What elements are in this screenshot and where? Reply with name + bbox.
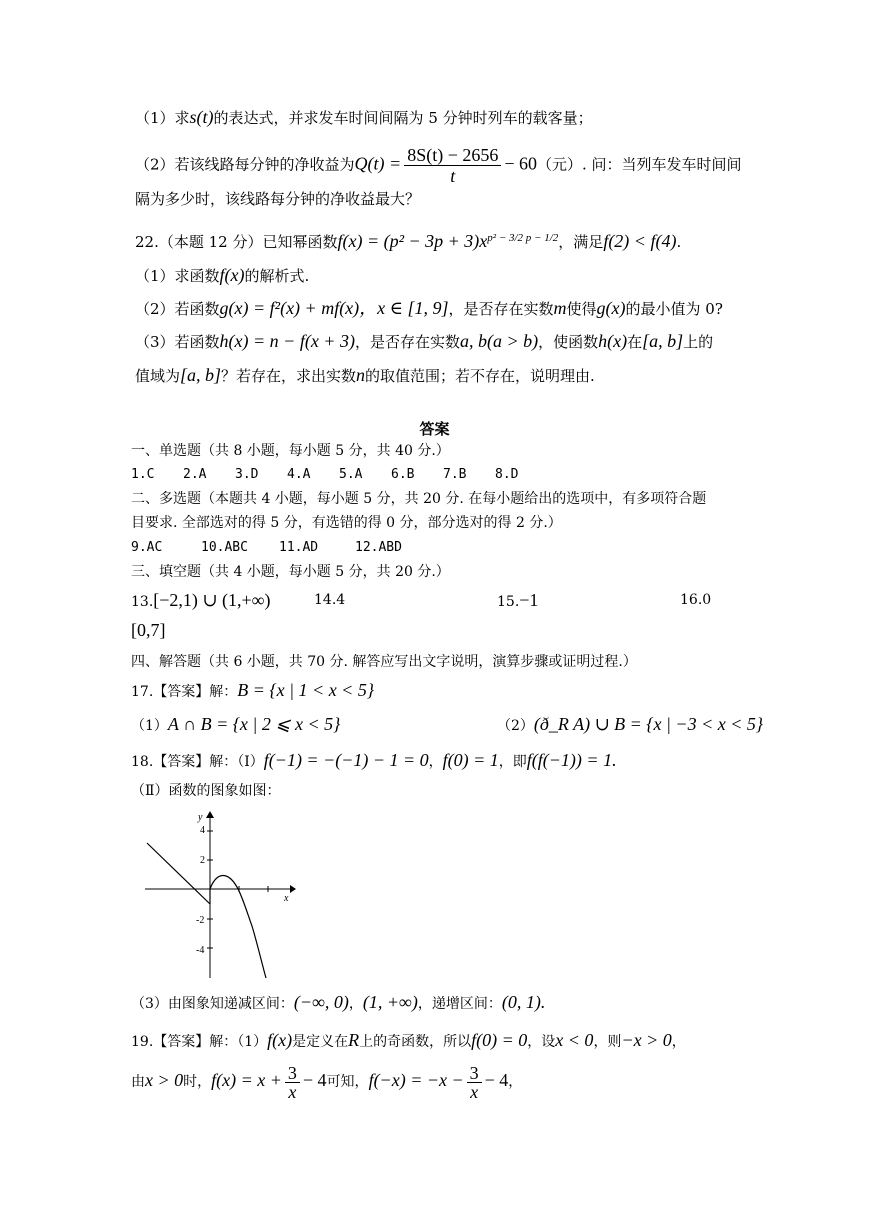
y-tick-label: 4 — [200, 825, 205, 836]
answer-item: 8.D — [495, 467, 519, 482]
a18-part2: （Ⅱ）函数的图象如图： — [131, 783, 281, 799]
y-axis-arrow — [206, 811, 214, 818]
y-tick-label: -2 — [196, 915, 205, 926]
function-graph — [140, 806, 300, 984]
q22-part3: （3）若函数h(x) = n − f(x + 3)，是否存在实数a, b(a > b)，使函数h(x)在[a, b]上的 — [135, 331, 714, 351]
answer-item: 9.AC — [131, 540, 163, 555]
sec3-a13: 13.[−2,1) ∪ (1,+∞) — [131, 590, 271, 610]
q22-part2: （2）若函数g(x) = f²(x) + mf(x)，x ∈ [1, 9]，是否存在实数m使得g(x)的最小值为 0? — [135, 298, 723, 318]
sec3-a15: 15.−1 — [497, 590, 539, 610]
fraction: $\frac{3}{x}$ — [467, 1064, 482, 1101]
graph-branch-right — [210, 876, 266, 978]
a17-part2: （2）(ð_R A) ∪ B = {x | −3 < x < 5} — [497, 714, 764, 734]
a18-line: 18.【答案】解：（Ⅰ）f(−1) = −(−1) − 1 = 0，f(0) = 1，即f(f(−1)) = 1. — [131, 750, 617, 770]
sec3-a14: 14.4 — [314, 592, 346, 608]
answer-item: 10.ABC — [201, 540, 248, 555]
fraction: $\frac{3}{x}$ — [285, 1064, 300, 1101]
q22-head: 22.（本题 12 分）已知幂函数$f(x) = (p^2 - 3p + 3)x^{p^2 - 3/2 p - 1/2}$，满足f(2) < f(4). — [135, 231, 682, 251]
answer-item: 1.C — [131, 467, 155, 482]
math-s-t: s(t) — [189, 107, 214, 127]
answer-item: 7.B — [443, 467, 467, 482]
sec3-a16: 16.0 — [680, 592, 712, 608]
a19-line2: 由x > 0时，f(x) = x + $\frac{3}{x}$ − 4可知，f(−x) = −x − $\frac{3}{x}$ − 4， — [131, 1062, 523, 1102]
answer-title: 答案 — [419, 420, 450, 438]
x-axis-label: x — [284, 893, 289, 904]
x-axis-arrow — [290, 885, 296, 893]
answer-item: 11.AD — [279, 540, 319, 555]
sec2-title-line1: 二、多选题（本题共 4 小题，每小题 5 分，共 20 分. 在每小题给出的选项中，有多项符合题 — [131, 491, 707, 507]
a19-line1: 19.【答案】解：（1）f(x)是定义在R上的奇函数，所以f(0) = 0，设x < 0，则−x > 0， — [131, 1030, 686, 1050]
y-tick-label: 2 — [200, 855, 205, 866]
q21-part1: （1）求s(t)的表达式，并求发车时间间隔为 5 分钟时列车的载客量； — [135, 107, 593, 127]
answer-item: 6.B — [391, 467, 415, 482]
q21-part2: （2）若该线路每分钟的净收益为Q(t) = $\frac{8S(t) - 2656}{t}$ − 60（元）. 问：当列车发车时间间 — [135, 145, 742, 186]
y-axis-label: y — [198, 812, 203, 823]
answer-item: 5.A — [339, 467, 363, 482]
y-tick-label: -4 — [196, 945, 205, 956]
sec2-title-line2: 目要求. 全部选对的得 5 分，有选错的得 0 分，部分选对的得 2 分.） — [131, 515, 562, 531]
sec2-answers — [131, 538, 425, 558]
a17-part1: （1）A ∩ B = {x | 2 ⩽ x < 5} — [131, 714, 341, 734]
graph-branch-left — [147, 843, 210, 904]
a18-part3: （3）由图象知递减区间：(−∞, 0)，(1, +∞)，递增区间：(0, 1). — [131, 992, 546, 1012]
sec1-answers — [131, 465, 547, 485]
answer-item: 2.A — [183, 467, 207, 482]
answer-item: 12.ABD — [355, 540, 402, 555]
answer-item: 4.A — [287, 467, 311, 482]
q22-part1: （1）求函数f(x)的解析式. — [135, 265, 310, 285]
sec3-title: 三、填空题（共 4 小题，每小题 5 分，共 20 分.） — [131, 564, 450, 580]
q21-part2-line2: 隔为多少时，该线路每分钟的净收益最大？ — [135, 190, 421, 208]
sec3-a16-cont: [0,7] — [131, 620, 166, 640]
fraction: $\frac{8S(t) - 2656}{t}$ — [404, 145, 501, 186]
answer-item: 3.D — [235, 467, 259, 482]
q22-part3-line2: 值域为[a, b]？若存在，求出实数n的取值范围；若不存在，说明理由. — [135, 365, 595, 385]
a17-line: 17.【答案】解：B = {x | 1 < x < 5} — [131, 680, 375, 700]
sec4-title: 四、解答题（共 6 小题，共 70 分. 解答应写出文字说明，演算步骤或证明过程.） — [131, 654, 637, 670]
sec1-title: 一、单选题（共 8 小题，每小题 5 分，共 40 分.） — [131, 443, 450, 459]
